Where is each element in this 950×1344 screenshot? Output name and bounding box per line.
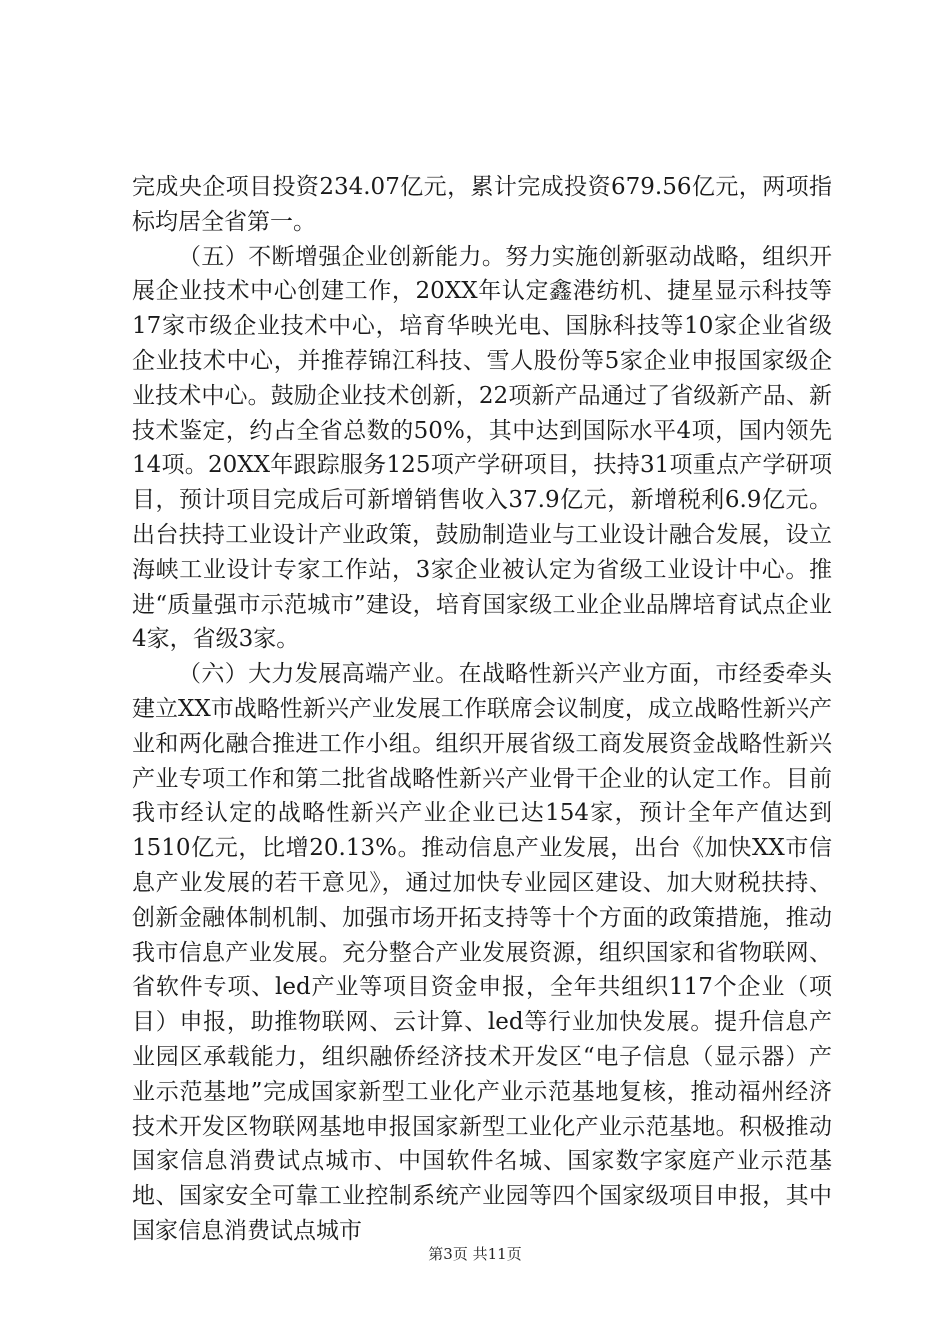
page-footer: 第3页 共11页	[428, 1245, 522, 1263]
document-body	[132, 170, 832, 1249]
paragraph-section-five: （五）不断增强企业创新能力。努力实施创新驱动战略，组织开展企业技术中心创建工作，20XX年认定鑫港纺机、捷星显示科技等17家市级企业技术中心，培育华映光电、国脉科技等10家企业省级企业技术中心，并推荐锦江科技、雪人股份等5家企业申报国家级企业技术中心。鼓励企业技术创新，22项新产品通过了省级新产品、新技术鉴定，约占全省总数的50%，其中达到国际水平4项，国内领先14项。20XX年跟踪服务125项产学研项目，扶持31项重点产学研项目，预计项目完成后可新增销售收入37.9亿元，新增税利6.9亿元。出台扶持工业设计产业政策，鼓励制造业与工业设计融合发展，设立海峡工业设计专家工作站，3家企业被认定为省级工业设计中心。推进“质量强市示范城市”建设，培育国家级工业企业品牌培育试点企业4家，省级3家。	[132, 243, 832, 653]
paragraph-section-six: （六）大力发展高端产业。在战略性新兴产业方面，市经委牵头建立XX市战略性新兴产业发展工作联席会议制度，成立战略性新兴产业和两化融合推进工作小组。组织开展省级工商发展资金战略性新兴产业专项工作和第二批省战略性新兴产业骨干企业的认定工作。目前我市经认定的战略性新兴产业企业已达154家，预计全年产值达到1510亿元，比增20.13%。推动信息产业发展，出台《加快XX市信息产业发展的若干意见》，通过加快专业园区建设、加大财税扶持、创新金融体制机制、加强市场开拓支持等十个方面的政策措施，推动我市信息产业发展。充分整合产业发展资源，组织国家和省物联网、省软件专项、led产业等项目资金申报，全年共组织117个企业（项目）申报，助推物联网、云计算、led等行业加快发展。提升信息产业园区承载能力，组织融侨经济技术开发区“电子信息（显示器）产业示范基地”完成国家新型工业化产业示范基地复核，推动福州经济技术开发区物联网基地申报国家新型工业化产业示范基地。积极推动国家信息消费试点城市、中国软件名城、国家数字家庭产业示范基地、国家安全可靠工业控制系统产业园等四个国家级项目申报，其中国家信息消费试点城市	[132, 661, 832, 1244]
paragraph-continuation: 完成央企项目投资234.07亿元，累计完成投资679.56亿元，两项指标均居全省第一。	[132, 174, 832, 235]
